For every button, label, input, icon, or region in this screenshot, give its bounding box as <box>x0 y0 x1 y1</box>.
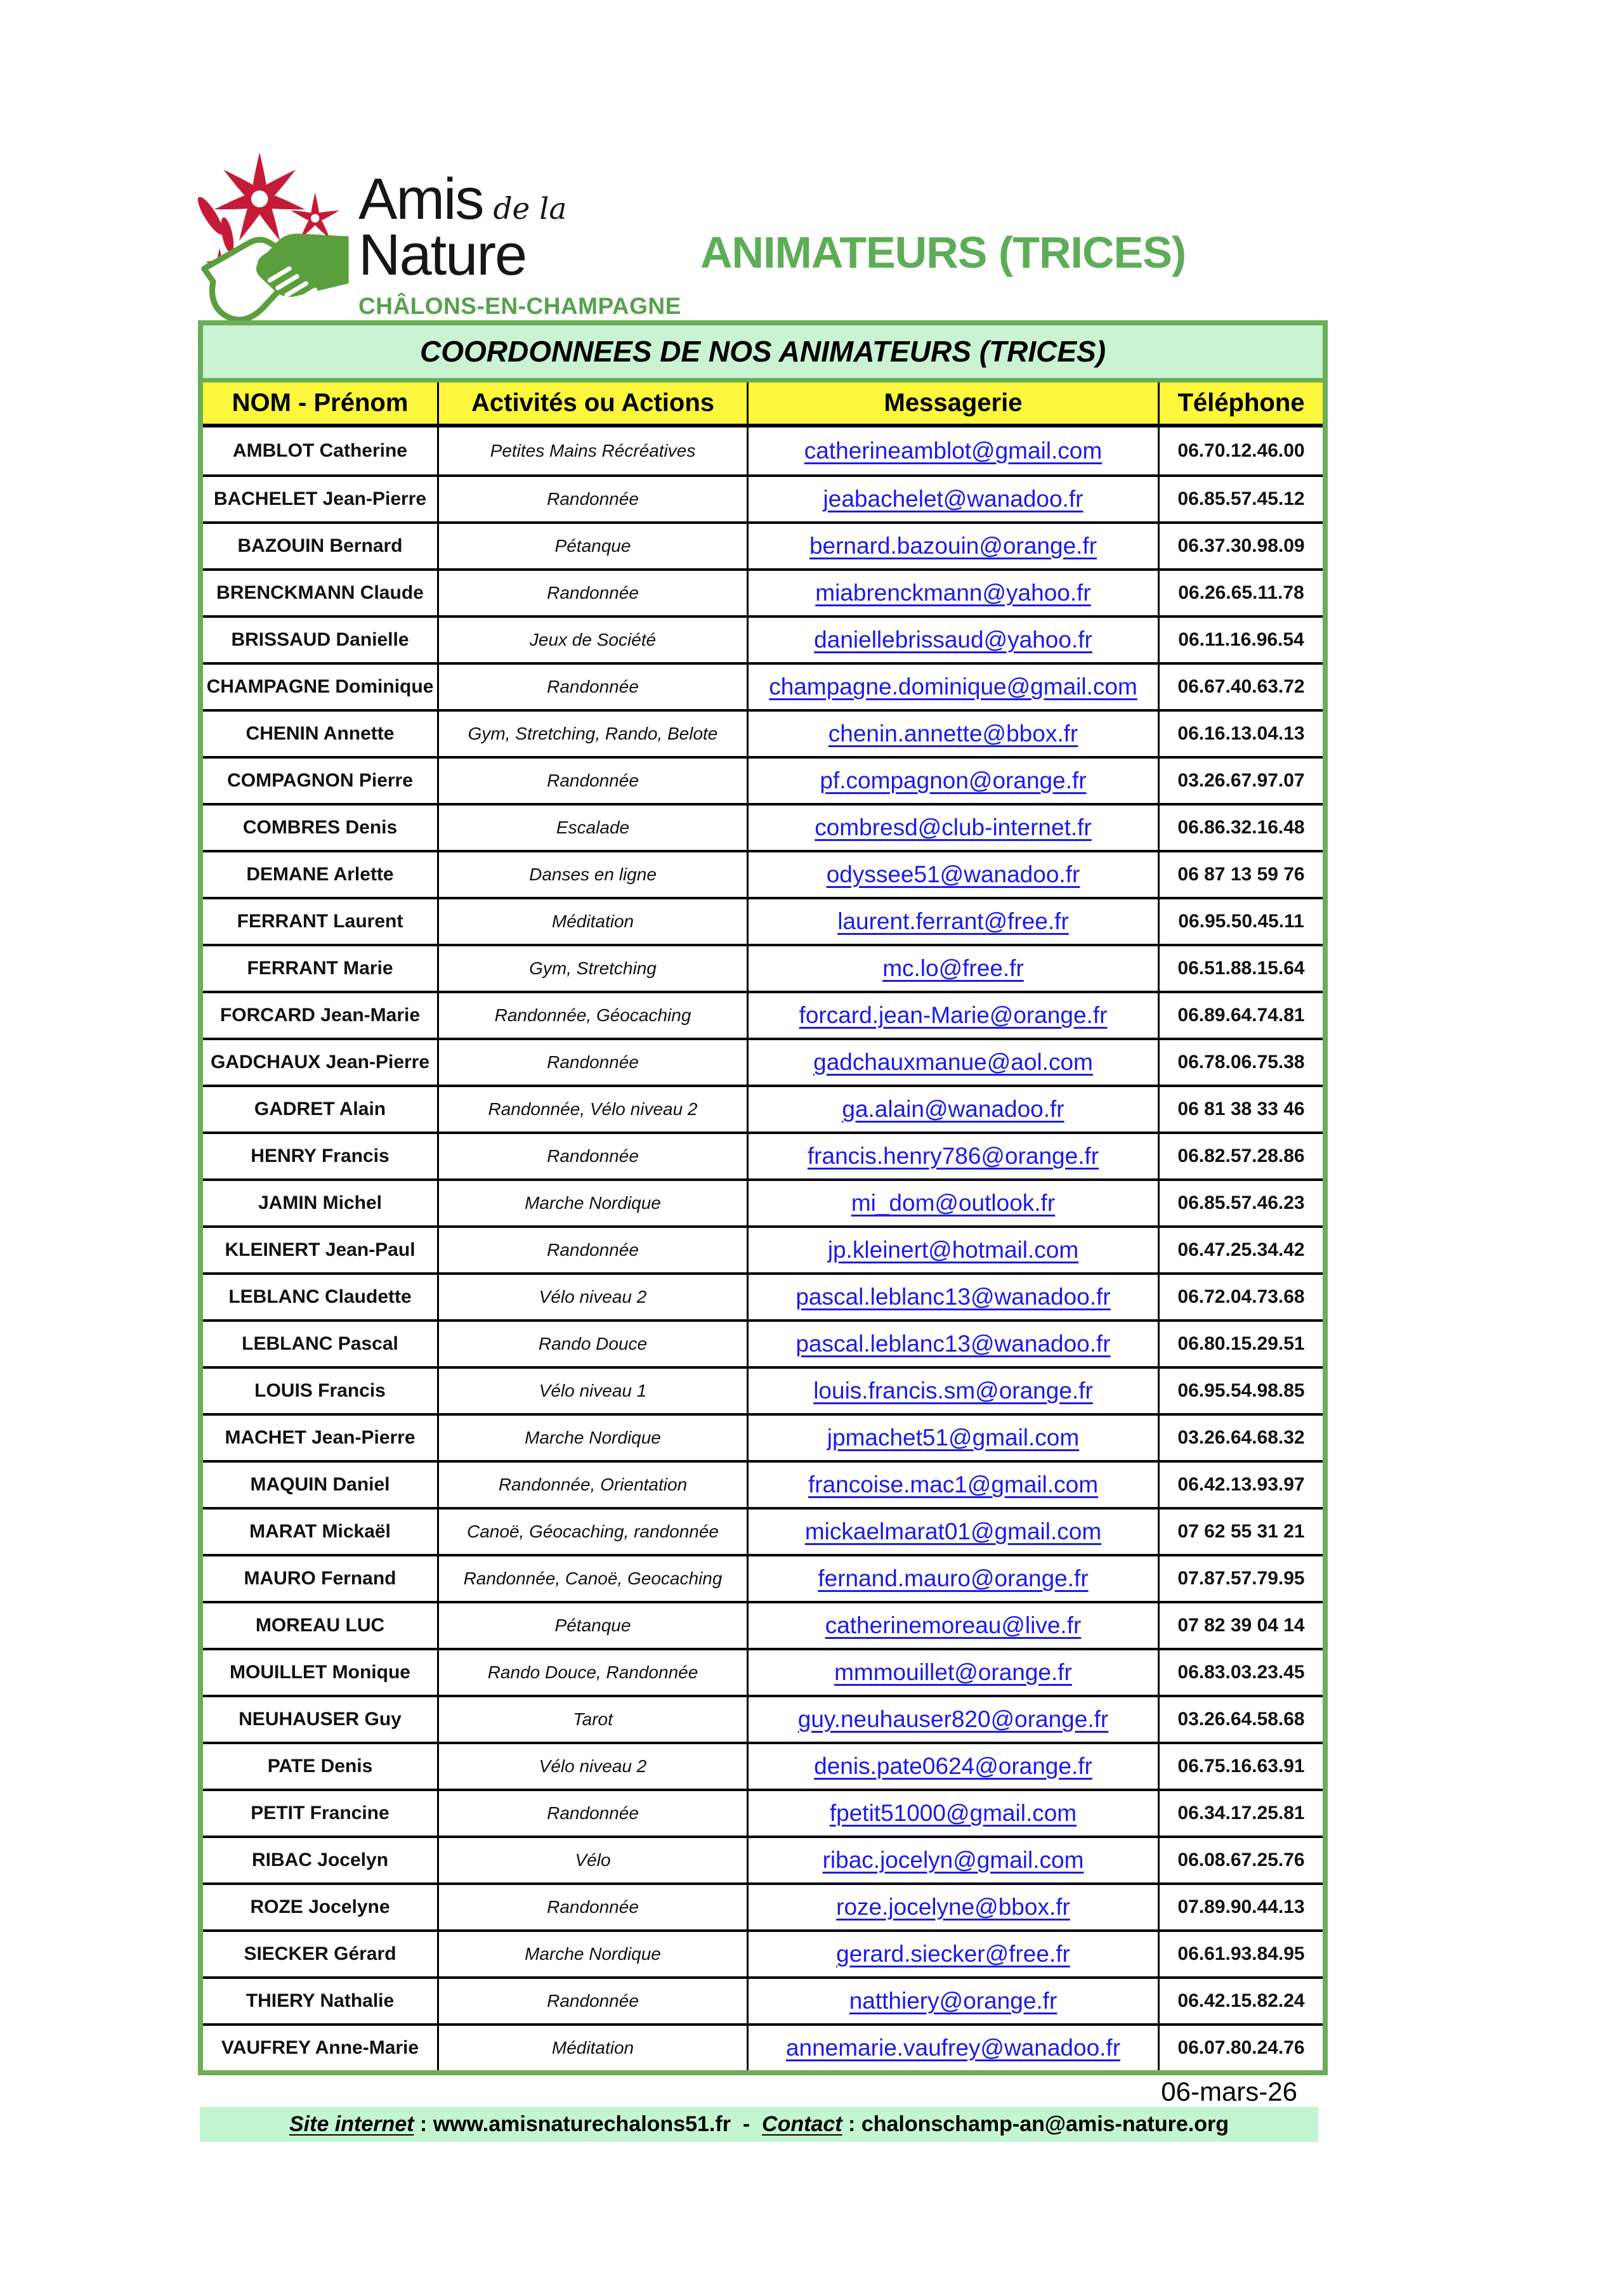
animator-name: KLEINERT Jean-Paul <box>203 1228 439 1272</box>
animator-name: BAZOUIN Bernard <box>203 524 439 568</box>
table-row <box>203 1836 1323 1882</box>
table-row <box>203 427 1323 474</box>
animator-name: LEBLANC Pascal <box>203 1322 439 1366</box>
animator-activities: Randonnée <box>439 571 749 615</box>
animator-activities: Randonnée, Vélo niveau 2 <box>439 1087 749 1132</box>
animator-phone: 06.51.88.15.64 <box>1177 958 1305 979</box>
animator-activities: Randonnée, Géocaching <box>439 993 749 1038</box>
table-row <box>203 1507 1323 1554</box>
email-link[interactable]: mmmouillet@orange.fr <box>834 1659 1072 1685</box>
table-row <box>203 897 1323 944</box>
animator-activities: Vélo niveau 2 <box>439 1744 749 1789</box>
animator-name: PATE Denis <box>203 1744 439 1789</box>
animator-phone: 06.82.57.28.86 <box>1177 1145 1305 1166</box>
animator-phone: 07.87.57.79.95 <box>1177 1568 1305 1589</box>
animator-phone: 06.70.12.46.00 <box>1177 440 1305 461</box>
email-link[interactable]: combresd@club-internet.fr <box>815 814 1092 840</box>
animator-activities: Rando Douce <box>439 1322 749 1366</box>
animator-phone: 06.16.13.04.13 <box>1177 723 1305 744</box>
footer-bar <box>200 2107 1318 2142</box>
animator-phone: 06.67.40.63.72 <box>1177 676 1305 697</box>
animator-activities: Randonnée <box>439 1228 749 1272</box>
animator-email-cell <box>749 852 1160 897</box>
email-link[interactable]: denis.pate0624@orange.fr <box>814 1753 1092 1779</box>
animator-email-cell <box>749 1275 1160 1319</box>
email-link[interactable]: forcard.jean-Marie@orange.fr <box>799 1002 1108 1028</box>
animator-phone: 06.78.06.75.38 <box>1177 1052 1305 1073</box>
table-row <box>203 1882 1323 1929</box>
animator-phone: 06.08.67.25.76 <box>1177 1849 1305 1870</box>
animator-activities: Randonnée <box>439 759 749 803</box>
animator-activities: Tarot <box>439 1697 749 1742</box>
column-header-activities: Activités ou Actions <box>439 382 749 424</box>
animator-email-cell <box>749 1932 1160 1976</box>
email-link[interactable]: mc.lo@free.fr <box>882 955 1024 981</box>
animator-email-cell <box>749 946 1160 991</box>
animator-name: FERRANT Marie <box>203 946 439 991</box>
animator-name: PETIT Francine <box>203 1791 439 1836</box>
animator-name: DEMANE Arlette <box>203 852 439 897</box>
animator-activities: Randonnée <box>439 1979 749 2023</box>
animator-phone: 06.26.65.11.78 <box>1178 582 1304 603</box>
animator-phone: 06.85.57.45.12 <box>1177 488 1305 509</box>
animator-phone: 07 82 39 04 14 <box>1177 1615 1305 1636</box>
table-row <box>203 1178 1323 1225</box>
animator-phone: 03.26.64.58.68 <box>1177 1709 1305 1730</box>
footer-dash: - <box>730 2112 763 2136</box>
animator-email-cell <box>749 1838 1160 1882</box>
animator-email-cell <box>749 618 1160 662</box>
animator-email-cell <box>749 477 1160 521</box>
animator-activities: Randonnée <box>439 1791 749 1836</box>
animator-email-cell <box>749 1744 1160 1789</box>
animator-name: GADCHAUX Jean-Pierre <box>203 1040 439 1085</box>
column-header-name: NOM - Prénom <box>203 382 439 424</box>
animator-name: MOREAU LUC <box>203 1603 439 1648</box>
email-link[interactable]: mi_dom@outlook.fr <box>851 1190 1056 1216</box>
animator-name: BACHELET Jean-Pierre <box>203 477 439 521</box>
footer-site-label: Site internet <box>289 2112 414 2136</box>
animator-name: LOUIS Francis <box>203 1369 439 1413</box>
email-link[interactable]: bernard.bazouin@orange.fr <box>809 533 1097 559</box>
table-header-row <box>203 382 1323 427</box>
animator-email-cell <box>749 899 1160 944</box>
animator-email-cell <box>749 427 1160 474</box>
animator-phone: 03.26.67.97.07 <box>1177 770 1305 791</box>
email-link[interactable]: mickaelmarat01@gmail.com <box>804 1518 1102 1544</box>
animator-name: THIERY Nathalie <box>203 1979 439 2023</box>
table-row <box>203 756 1323 803</box>
email-link[interactable]: roze.jocelyne@bbox.fr <box>836 1894 1070 1920</box>
animator-name: MARAT Mickaël <box>203 1510 439 1554</box>
table-row <box>203 662 1323 709</box>
logo <box>358 167 681 319</box>
animator-name: COMPAGNON Pierre <box>203 759 439 803</box>
column-header-email: Messagerie <box>749 382 1160 424</box>
animator-name: HENRY Francis <box>203 1134 439 1178</box>
table-row <box>203 944 1323 991</box>
table-row <box>203 521 1323 568</box>
email-link[interactable]: daniellebrissaud@yahoo.fr <box>814 627 1092 653</box>
animator-email-cell <box>749 665 1160 709</box>
email-link[interactable]: odyssee51@wanadoo.fr <box>826 861 1080 887</box>
animator-name: VAUFREY Anne-Marie <box>203 2026 439 2070</box>
email-link[interactable]: francoise.mac1@gmail.com <box>808 1471 1099 1497</box>
email-link[interactable]: jp.kleinert@hotmail.com <box>827 1237 1079 1263</box>
animator-name: JAMIN Michel <box>203 1181 439 1225</box>
animator-email-cell <box>749 759 1160 803</box>
animator-name: CHENIN Annette <box>203 712 439 756</box>
animator-phone: 03.26.64.68.32 <box>1177 1427 1305 1448</box>
animator-phone: 06.42.15.82.24 <box>1177 1990 1305 2011</box>
animator-activities: Méditation <box>439 2026 749 2070</box>
animator-email-cell <box>749 1322 1160 1366</box>
table-row <box>203 1648 1323 1695</box>
animator-email-cell <box>749 524 1160 568</box>
animator-email-cell <box>749 1510 1160 1554</box>
table-row <box>203 2023 1323 2070</box>
animator-phone: 06.61.93.84.95 <box>1177 1943 1305 1964</box>
animator-name: MOUILLET Monique <box>203 1650 439 1695</box>
table-row <box>203 1038 1323 1085</box>
animator-activities: Vélo niveau 1 <box>439 1369 749 1413</box>
animator-phone: 06.42.13.93.97 <box>1177 1474 1305 1495</box>
table-row <box>203 1272 1323 1319</box>
animator-email-cell <box>749 1134 1160 1178</box>
animator-email-cell <box>749 1087 1160 1132</box>
email-link[interactable]: catherinemoreau@live.fr <box>825 1612 1082 1638</box>
email-link[interactable]: ga.alain@wanadoo.fr <box>842 1096 1064 1122</box>
animator-phone: 06.85.57.46.23 <box>1177 1192 1305 1213</box>
column-header-phone: Téléphone <box>1160 382 1323 424</box>
animator-phone: 06.47.25.34.42 <box>1177 1239 1305 1260</box>
animator-activities: Escalade <box>439 806 749 850</box>
animator-phone: 06.80.15.29.51 <box>1177 1333 1305 1354</box>
animator-email-cell <box>749 2026 1160 2070</box>
email-link[interactable]: annemarie.vaufrey@wanadoo.fr <box>785 2035 1121 2061</box>
animator-phone: 06.37.30.98.09 <box>1177 535 1305 556</box>
animator-activities: Randonnée <box>439 665 749 709</box>
animator-activities: Randonnée <box>439 1885 749 1929</box>
animator-email-cell <box>749 1369 1160 1413</box>
animator-activities: Petites Mains Récréatives <box>439 427 749 474</box>
animator-phone: 06.07.80.24.76 <box>1177 2037 1305 2058</box>
animator-name: NEUHAUSER Guy <box>203 1697 439 1742</box>
animator-phone: 07.89.90.44.13 <box>1177 1896 1305 1917</box>
animator-email-cell <box>749 1697 1160 1742</box>
animator-activities: Rando Douce, Randonnée <box>439 1650 749 1695</box>
table-row <box>203 1085 1323 1132</box>
table-row <box>203 1413 1323 1460</box>
animator-activities: Marche Nordique <box>439 1181 749 1225</box>
animator-email-cell <box>749 806 1160 850</box>
email-link[interactable]: chenin.annette@bbox.fr <box>828 721 1078 747</box>
animator-email-cell <box>749 1181 1160 1225</box>
email-link[interactable]: miabrenckmann@yahoo.fr <box>815 580 1091 606</box>
animator-name: COMBRES Denis <box>203 806 439 850</box>
animator-activities: Pétanque <box>439 524 749 568</box>
email-link[interactable]: guy.neuhauser820@orange.fr <box>797 1706 1109 1732</box>
table-row <box>203 1366 1323 1413</box>
animator-name: BRISSAUD Danielle <box>203 618 439 662</box>
brand-name-bottom: Nature <box>358 223 527 287</box>
animator-activities: Vélo <box>439 1838 749 1882</box>
email-link[interactable]: jpmachet51@gmail.com <box>827 1425 1080 1451</box>
footer-contact-email: chalonschamp-an@amis-nature.org <box>861 2112 1229 2136</box>
table-row <box>203 1319 1323 1366</box>
animator-phone: 06.95.50.45.11 <box>1178 911 1304 932</box>
animator-phone: 07 62 55 31 21 <box>1177 1521 1305 1542</box>
animator-activities: Randonnée <box>439 1134 749 1178</box>
animator-email-cell <box>749 1556 1160 1601</box>
table-row <box>203 1789 1323 1836</box>
email-link[interactable]: gerard.siecker@free.fr <box>836 1941 1070 1967</box>
contacts-table <box>198 320 1328 2075</box>
animator-phone: 06.11.16.96.54 <box>1178 629 1304 650</box>
animator-phone: 06.72.04.73.68 <box>1177 1286 1305 1307</box>
animator-email-cell <box>749 1416 1160 1460</box>
animator-name: MAURO Fernand <box>203 1556 439 1601</box>
animator-activities: Danses en ligne <box>439 852 749 897</box>
footer-contact-sep: : <box>842 2112 861 2136</box>
table-row <box>203 991 1323 1038</box>
animator-activities: Randonnée <box>439 1040 749 1085</box>
animator-activities: Marche Nordique <box>439 1416 749 1460</box>
email-link[interactable]: champagne.dominique@gmail.com <box>769 674 1137 700</box>
animator-activities: Pétanque <box>439 1603 749 1648</box>
table-row <box>203 1601 1323 1648</box>
table-row <box>203 1929 1323 1976</box>
animator-activities: Canoë, Géocaching, randonnée <box>439 1510 749 1554</box>
animator-email-cell <box>749 1650 1160 1695</box>
page-title: ANIMATEURS (TRICES) <box>700 228 1186 277</box>
table-caption: COORDONNEES DE NOS ANIMATEURS (TRICES) <box>203 325 1323 382</box>
animator-email-cell <box>749 1603 1160 1648</box>
email-link[interactable]: francis.henry786@orange.fr <box>807 1143 1099 1169</box>
email-link[interactable]: jeabachelet@wanadoo.fr <box>823 486 1084 512</box>
email-link[interactable]: pascal.leblanc13@wanadoo.fr <box>796 1331 1111 1357</box>
email-link[interactable]: pascal.leblanc13@wanadoo.fr <box>796 1284 1111 1310</box>
email-link[interactable]: catherineamblot@gmail.com <box>804 438 1103 464</box>
footer-site-url: www.amisnaturechalons51.fr <box>433 2112 731 2136</box>
footer-contact-label: Contact <box>762 2112 842 2136</box>
animator-activities: Gym, Stretching <box>439 946 749 991</box>
table-body <box>203 427 1323 2070</box>
animator-activities: Jeux de Société <box>439 618 749 662</box>
email-link[interactable]: ribac.jocelyn@gmail.com <box>822 1847 1084 1873</box>
animator-name: SIECKER Gérard <box>203 1932 439 1976</box>
animator-name: BRENCKMANN Claude <box>203 571 439 615</box>
email-link[interactable]: pf.compagnon@orange.fr <box>820 767 1087 793</box>
animator-name: MACHET Jean-Pierre <box>203 1416 439 1460</box>
table-row <box>203 803 1323 850</box>
animator-phone: 06.75.16.63.91 <box>1177 1756 1305 1777</box>
email-link[interactable]: laurent.ferrant@free.fr <box>837 908 1069 934</box>
table-row <box>203 568 1323 615</box>
table-row <box>203 615 1323 662</box>
brand-name-top: Amis de la <box>358 167 567 232</box>
animator-name: GADRET Alain <box>203 1087 439 1132</box>
table-row <box>203 850 1323 897</box>
animator-name: FORCARD Jean-Marie <box>203 993 439 1038</box>
animator-name: LEBLANC Claudette <box>203 1275 439 1319</box>
animator-phone: 06.83.03.23.45 <box>1177 1662 1305 1683</box>
table-row <box>203 1695 1323 1742</box>
animator-activities: Méditation <box>439 899 749 944</box>
animator-activities: Vélo niveau 2 <box>439 1275 749 1319</box>
email-link[interactable]: gadchauxmanue@aol.com <box>813 1049 1093 1075</box>
animator-name: FERRANT Laurent <box>203 899 439 944</box>
animator-activities: Randonnée <box>439 477 749 521</box>
table-row <box>203 1976 1323 2023</box>
table-row <box>203 1742 1323 1789</box>
animator-phone: 06.95.54.98.85 <box>1177 1380 1305 1401</box>
animator-email-cell <box>749 1040 1160 1085</box>
animator-email-cell <box>749 993 1160 1038</box>
table-row <box>203 709 1323 756</box>
animator-phone: 06.34.17.25.81 <box>1177 1803 1305 1823</box>
animator-email-cell <box>749 1228 1160 1272</box>
email-link[interactable]: natthiery@orange.fr <box>849 1988 1058 2014</box>
animator-name: CHAMPAGNE Dominique <box>203 665 439 709</box>
animator-phone: 06.89.64.74.81 <box>1177 1005 1305 1026</box>
table-row <box>203 1225 1323 1272</box>
animator-name: ROZE Jocelyne <box>203 1885 439 1929</box>
animator-activities: Gym, Stretching, Rando, Belote <box>439 712 749 756</box>
animator-activities: Randonnée, Canoë, Geocaching <box>439 1556 749 1601</box>
animator-email-cell <box>749 1885 1160 1929</box>
table-row <box>203 1132 1323 1178</box>
email-link[interactable]: fpetit51000@gmail.com <box>829 1800 1077 1826</box>
table-row <box>203 474 1323 521</box>
animator-name: MAQUIN Daniel <box>203 1463 439 1507</box>
animator-email-cell <box>749 1463 1160 1507</box>
animator-phone: 06 81 38 33 46 <box>1177 1099 1305 1119</box>
table-row <box>203 1554 1323 1601</box>
animator-phone: 06.86.32.16.48 <box>1177 817 1305 838</box>
animator-activities: Randonnée, Orientation <box>439 1463 749 1507</box>
table-row <box>203 1460 1323 1507</box>
animator-phone: 06 87 13 59 76 <box>1177 864 1305 885</box>
logo-flower-handshake-icon <box>193 140 349 323</box>
animator-activities: Marche Nordique <box>439 1932 749 1976</box>
brand-script: de la <box>493 192 567 226</box>
animator-email-cell <box>749 712 1160 756</box>
animator-email-cell <box>749 571 1160 615</box>
footer-site-sep: : <box>414 2112 433 2136</box>
animator-name: RIBAC Jocelyn <box>203 1838 439 1882</box>
email-link[interactable]: fernand.mauro@orange.fr <box>818 1565 1089 1591</box>
document-date: 06-mars-26 <box>1161 2077 1297 2106</box>
email-link[interactable]: louis.francis.sm@orange.fr <box>813 1378 1093 1404</box>
brand-city: CHÂLONS-EN-CHAMPAGNE <box>358 293 681 319</box>
animator-email-cell <box>749 1791 1160 1836</box>
animator-email-cell <box>749 1979 1160 2023</box>
animator-name: AMBLOT Catherine <box>203 427 439 474</box>
